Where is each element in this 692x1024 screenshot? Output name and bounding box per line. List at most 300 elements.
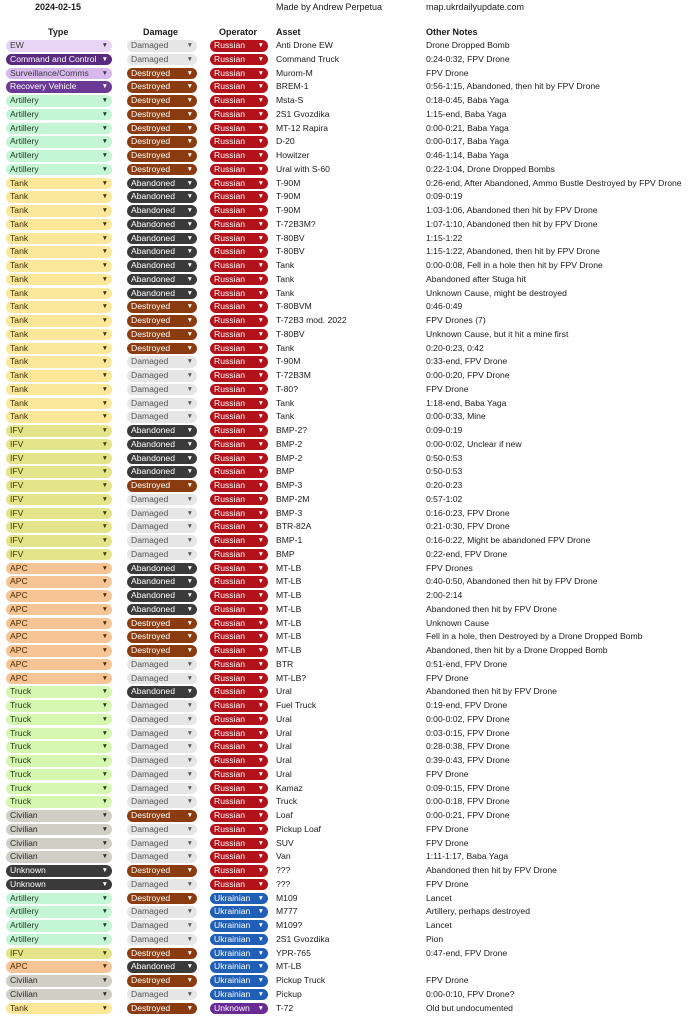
damage-dropdown[interactable]	[127, 123, 197, 135]
damage-dropdown[interactable]	[127, 948, 197, 960]
asset-cell[interactable]: D-20	[276, 136, 295, 147]
asset-cell[interactable]: BMP-2?	[276, 425, 308, 435]
type-dropdown[interactable]	[6, 1003, 112, 1015]
column-header-notes[interactable]: Other Notes	[426, 27, 478, 37]
asset-cell[interactable]: Tank	[276, 287, 295, 298]
damage-dropdown[interactable]	[127, 659, 197, 671]
notes-cell[interactable]: 0:18-0:45, Baba Yaga	[426, 95, 509, 105]
damage-dropdown[interactable]	[127, 783, 197, 795]
asset-cell[interactable]: Tank	[276, 411, 295, 422]
type-dropdown[interactable]	[6, 164, 112, 176]
notes-cell[interactable]: 0:16-0:22, Might be abandoned FPV Drone	[426, 535, 591, 545]
type-dropdown[interactable]	[6, 659, 112, 671]
type-dropdown[interactable]	[6, 178, 112, 190]
asset-cell[interactable]: ???	[276, 878, 291, 889]
operator-dropdown[interactable]	[210, 136, 268, 148]
asset-cell[interactable]: ???	[276, 865, 291, 875]
asset-cell[interactable]: MT-LB	[276, 617, 302, 628]
type-dropdown[interactable]	[6, 260, 112, 272]
damage-dropdown[interactable]	[127, 728, 197, 740]
column-header-operator[interactable]: Operator	[219, 27, 258, 37]
type-dropdown[interactable]	[6, 398, 112, 410]
damage-dropdown[interactable]	[127, 576, 197, 588]
operator-dropdown[interactable]	[210, 961, 268, 973]
operator-dropdown[interactable]	[210, 659, 268, 671]
operator-dropdown[interactable]	[210, 865, 268, 877]
damage-dropdown[interactable]	[127, 384, 197, 396]
type-dropdown[interactable]	[6, 535, 112, 547]
asset-cell[interactable]: T-80BVM	[276, 301, 312, 312]
notes-cell[interactable]: 1:18-end, Baba Yaga	[426, 397, 507, 408]
damage-dropdown[interactable]	[127, 274, 197, 286]
damage-dropdown[interactable]	[127, 686, 197, 698]
damage-dropdown[interactable]	[127, 453, 197, 465]
notes-cell[interactable]: 1:15-1:22	[426, 232, 463, 243]
type-dropdown[interactable]	[6, 136, 112, 148]
notes-cell[interactable]: 0:33-end, FPV Drone	[426, 356, 508, 367]
operator-dropdown[interactable]	[210, 824, 268, 836]
operator-dropdown[interactable]	[210, 645, 268, 657]
operator-dropdown[interactable]	[210, 123, 268, 135]
notes-cell[interactable]: Abandoned then hit by FPV Drone	[426, 603, 557, 614]
column-header-type[interactable]: Type	[48, 27, 69, 37]
damage-dropdown[interactable]	[127, 906, 197, 918]
operator-dropdown[interactable]	[210, 796, 268, 808]
damage-dropdown[interactable]	[127, 975, 197, 987]
type-dropdown[interactable]	[6, 274, 112, 286]
type-dropdown[interactable]	[6, 989, 112, 1001]
damage-dropdown[interactable]	[127, 370, 197, 382]
notes-cell[interactable]: 0:24-0:32, FPV Drone	[426, 53, 510, 64]
asset-cell[interactable]: T-90M	[276, 191, 301, 202]
damage-dropdown[interactable]	[127, 466, 197, 478]
damage-dropdown[interactable]	[127, 865, 197, 877]
notes-cell[interactable]: Abandoned after Stuga hit	[426, 273, 526, 284]
operator-dropdown[interactable]	[210, 521, 268, 533]
operator-dropdown[interactable]	[210, 879, 268, 891]
type-dropdown[interactable]	[6, 40, 112, 52]
notes-cell[interactable]: 0:26-end, After Abandoned, Ammo Bustle Destroyed by FPV Drone	[426, 177, 682, 188]
asset-cell[interactable]: T-72B3M?	[276, 218, 316, 229]
asset-cell[interactable]: MT-LB	[276, 645, 302, 655]
asset-cell[interactable]: 2S1 Gvozdika	[276, 933, 330, 944]
asset-cell[interactable]: Tank	[276, 342, 295, 353]
damage-dropdown[interactable]	[127, 934, 197, 946]
column-header-damage[interactable]: Damage	[143, 27, 179, 37]
damage-dropdown[interactable]	[127, 68, 197, 80]
type-dropdown[interactable]	[6, 851, 112, 863]
notes-cell[interactable]: 0:00-0:02, FPV Drone	[426, 713, 510, 724]
type-dropdown[interactable]	[6, 508, 112, 520]
damage-dropdown[interactable]	[127, 604, 197, 616]
notes-cell[interactable]: 0:46-0:49	[426, 301, 463, 312]
damage-dropdown[interactable]	[127, 315, 197, 327]
damage-dropdown[interactable]	[127, 961, 197, 973]
type-dropdown[interactable]	[6, 700, 112, 712]
asset-cell[interactable]: BREM-1	[276, 81, 309, 92]
operator-dropdown[interactable]	[210, 673, 268, 685]
damage-dropdown[interactable]	[127, 136, 197, 148]
asset-cell[interactable]: MT-LB	[276, 576, 302, 587]
operator-dropdown[interactable]	[210, 233, 268, 245]
type-dropdown[interactable]	[6, 219, 112, 231]
operator-dropdown[interactable]	[210, 329, 268, 341]
notes-cell[interactable]: Pion	[426, 933, 444, 944]
notes-cell[interactable]: Abandoned then hit by FPV Drone	[426, 865, 557, 875]
damage-dropdown[interactable]	[127, 851, 197, 863]
asset-cell[interactable]: Howitzer	[276, 150, 310, 160]
type-dropdown[interactable]	[6, 645, 112, 657]
type-dropdown[interactable]	[6, 439, 112, 451]
operator-dropdown[interactable]	[210, 741, 268, 753]
damage-dropdown[interactable]	[127, 618, 197, 630]
type-dropdown[interactable]	[6, 906, 112, 918]
damage-dropdown[interactable]	[127, 411, 197, 423]
type-dropdown[interactable]	[6, 95, 112, 107]
type-dropdown[interactable]	[6, 384, 112, 396]
notes-cell[interactable]: 0:22-1:04, Drone Dropped Bombs	[426, 163, 555, 174]
notes-cell[interactable]: 2:00-2:14	[426, 590, 463, 600]
type-dropdown[interactable]	[6, 370, 112, 382]
type-dropdown[interactable]	[6, 618, 112, 630]
type-dropdown[interactable]	[6, 879, 112, 891]
asset-cell[interactable]: MT-LB	[276, 631, 302, 642]
damage-dropdown[interactable]	[127, 164, 197, 176]
asset-cell[interactable]: T-72B3 mod. 2022	[276, 315, 347, 325]
type-dropdown[interactable]	[6, 425, 112, 437]
type-dropdown[interactable]	[6, 466, 112, 478]
notes-cell[interactable]: Unknown Cause, might be destroyed	[426, 287, 567, 298]
operator-dropdown[interactable]	[210, 549, 268, 561]
operator-dropdown[interactable]	[210, 769, 268, 781]
type-dropdown[interactable]	[6, 961, 112, 973]
operator-dropdown[interactable]	[210, 40, 268, 52]
type-dropdown[interactable]	[6, 590, 112, 602]
operator-dropdown[interactable]	[210, 343, 268, 355]
asset-cell[interactable]: MT-LB?	[276, 672, 307, 683]
notes-cell[interactable]: 0:09-0:19	[426, 191, 463, 202]
type-dropdown[interactable]	[6, 796, 112, 808]
type-dropdown[interactable]	[6, 549, 112, 561]
asset-cell[interactable]: Pickup Truck	[276, 975, 326, 985]
damage-dropdown[interactable]	[127, 673, 197, 685]
type-dropdown[interactable]	[6, 934, 112, 946]
asset-cell[interactable]: YPR-765	[276, 947, 311, 958]
type-dropdown[interactable]	[6, 783, 112, 795]
notes-cell[interactable]: 0:51-end, FPV Drone	[426, 658, 508, 669]
notes-cell[interactable]: Drone Dropped Bomb	[426, 40, 510, 50]
operator-dropdown[interactable]	[210, 356, 268, 368]
notes-cell[interactable]: Lancet	[426, 920, 452, 930]
type-dropdown[interactable]	[6, 329, 112, 341]
operator-dropdown[interactable]	[210, 604, 268, 616]
operator-dropdown[interactable]	[210, 150, 268, 162]
notes-cell[interactable]: 1:15-end, Baba Yaga	[426, 108, 507, 119]
notes-cell[interactable]: 0:00-0:21, Baba Yaga	[426, 122, 509, 133]
asset-cell[interactable]: T-90M	[276, 177, 301, 188]
damage-dropdown[interactable]	[127, 480, 197, 492]
damage-dropdown[interactable]	[127, 191, 197, 203]
operator-dropdown[interactable]	[210, 700, 268, 712]
notes-cell[interactable]: 0:57-1:02	[426, 493, 463, 504]
operator-dropdown[interactable]	[210, 205, 268, 217]
operator-dropdown[interactable]	[210, 631, 268, 643]
asset-cell[interactable]: 2S1 Gvozdika	[276, 108, 330, 119]
notes-cell[interactable]: 0:22-end, FPV Drone	[426, 548, 508, 559]
asset-cell[interactable]: M109	[276, 892, 298, 903]
operator-dropdown[interactable]	[210, 219, 268, 231]
asset-cell[interactable]: MT-LB	[276, 562, 302, 573]
notes-cell[interactable]: 0:47-end, FPV Drone	[426, 947, 508, 958]
notes-cell[interactable]: 0:50-0:53	[426, 452, 463, 463]
notes-cell[interactable]: 0:03-0:15, FPV Drone	[426, 727, 510, 738]
type-dropdown[interactable]	[6, 769, 112, 781]
operator-dropdown[interactable]	[210, 508, 268, 520]
operator-dropdown[interactable]	[210, 370, 268, 382]
notes-cell[interactable]: 0:00-0:18, FPV Drone	[426, 796, 510, 807]
damage-dropdown[interactable]	[127, 81, 197, 93]
operator-dropdown[interactable]	[210, 714, 268, 726]
asset-cell[interactable]: BTR-82A	[276, 521, 312, 532]
operator-dropdown[interactable]	[210, 480, 268, 492]
damage-dropdown[interactable]	[127, 494, 197, 506]
notes-cell[interactable]: FPV Drone	[426, 823, 469, 834]
type-dropdown[interactable]	[6, 191, 112, 203]
notes-cell[interactable]: 1:03-1:06, Abandoned then hit by FPV Drone	[426, 205, 598, 215]
asset-cell[interactable]: MT-LB	[276, 603, 302, 614]
damage-dropdown[interactable]	[127, 535, 197, 547]
operator-dropdown[interactable]	[210, 576, 268, 588]
asset-cell[interactable]: BMP-3	[276, 480, 303, 490]
operator-dropdown[interactable]	[210, 906, 268, 918]
notes-cell[interactable]: 0:00-0:10, FPV Drone?	[426, 988, 515, 999]
type-dropdown[interactable]	[6, 81, 112, 93]
notes-cell[interactable]: 0:16-0:23, FPV Drone	[426, 507, 510, 518]
asset-cell[interactable]: Tank	[276, 397, 295, 408]
operator-dropdown[interactable]	[210, 315, 268, 327]
damage-dropdown[interactable]	[127, 246, 197, 258]
asset-cell[interactable]: BMP-1	[276, 535, 303, 545]
asset-cell[interactable]: Pickup	[276, 988, 302, 999]
operator-dropdown[interactable]	[210, 68, 268, 80]
notes-cell[interactable]: Lancet	[426, 892, 452, 903]
damage-dropdown[interactable]	[127, 714, 197, 726]
damage-dropdown[interactable]	[127, 40, 197, 52]
type-dropdown[interactable]	[6, 838, 112, 850]
asset-cell[interactable]: M109?	[276, 920, 303, 930]
type-dropdown[interactable]	[6, 824, 112, 836]
asset-cell[interactable]: Loaf	[276, 810, 293, 820]
operator-dropdown[interactable]	[210, 494, 268, 506]
operator-dropdown[interactable]	[210, 975, 268, 987]
damage-dropdown[interactable]	[127, 838, 197, 850]
damage-dropdown[interactable]	[127, 741, 197, 753]
notes-cell[interactable]: FPV Drone	[426, 975, 469, 985]
notes-cell[interactable]: 0:46-1:14, Baba Yaga	[426, 150, 509, 160]
operator-dropdown[interactable]	[210, 246, 268, 258]
notes-cell[interactable]: 1:11-1:17, Baba Yaga	[426, 851, 509, 862]
type-dropdown[interactable]	[6, 948, 112, 960]
asset-cell[interactable]: Command Truck	[276, 53, 340, 64]
damage-dropdown[interactable]	[127, 631, 197, 643]
notes-cell[interactable]: 0:00-0:02, Unclear if new	[426, 438, 522, 449]
asset-cell[interactable]: Ural	[276, 713, 292, 724]
type-dropdown[interactable]	[6, 920, 112, 932]
asset-cell[interactable]: Murom-M	[276, 67, 313, 78]
operator-dropdown[interactable]	[210, 191, 268, 203]
operator-dropdown[interactable]	[210, 618, 268, 630]
damage-dropdown[interactable]	[127, 796, 197, 808]
damage-dropdown[interactable]	[127, 1003, 197, 1015]
operator-dropdown[interactable]	[210, 590, 268, 602]
type-dropdown[interactable]	[6, 205, 112, 217]
damage-dropdown[interactable]	[127, 824, 197, 836]
type-dropdown[interactable]	[6, 975, 112, 987]
damage-dropdown[interactable]	[127, 893, 197, 905]
damage-dropdown[interactable]	[127, 590, 197, 602]
asset-cell[interactable]: Ural with S-60	[276, 163, 330, 174]
asset-cell[interactable]: T-80BV	[276, 232, 305, 243]
operator-dropdown[interactable]	[210, 81, 268, 93]
notes-cell[interactable]: Unknown Cause	[426, 617, 490, 628]
type-dropdown[interactable]	[6, 288, 112, 300]
damage-dropdown[interactable]	[127, 219, 197, 231]
damage-dropdown[interactable]	[127, 645, 197, 657]
asset-cell[interactable]: BMP	[276, 466, 295, 477]
operator-dropdown[interactable]	[210, 948, 268, 960]
notes-cell[interactable]: 0:39-0:43, FPV Drone	[426, 755, 510, 765]
asset-cell[interactable]: T-80BV	[276, 246, 305, 257]
operator-dropdown[interactable]	[210, 851, 268, 863]
type-dropdown[interactable]	[6, 673, 112, 685]
damage-dropdown[interactable]	[127, 879, 197, 891]
damage-dropdown[interactable]	[127, 549, 197, 561]
operator-dropdown[interactable]	[210, 260, 268, 272]
damage-dropdown[interactable]	[127, 356, 197, 368]
notes-cell[interactable]: 0:56-1:15, Abandoned, then hit by FPV Drone	[426, 81, 600, 92]
operator-dropdown[interactable]	[210, 535, 268, 547]
asset-cell[interactable]: T-80?	[276, 383, 298, 394]
type-dropdown[interactable]	[6, 480, 112, 492]
asset-cell[interactable]: BMP-2M	[276, 493, 310, 504]
operator-dropdown[interactable]	[210, 439, 268, 451]
type-dropdown[interactable]	[6, 356, 112, 368]
operator-dropdown[interactable]	[210, 783, 268, 795]
type-dropdown[interactable]	[6, 150, 112, 162]
operator-dropdown[interactable]	[210, 164, 268, 176]
asset-cell[interactable]: Ural	[276, 727, 292, 738]
damage-dropdown[interactable]	[127, 755, 197, 767]
asset-cell[interactable]: Pickup Loaf	[276, 823, 321, 834]
operator-dropdown[interactable]	[210, 109, 268, 121]
type-dropdown[interactable]	[6, 576, 112, 588]
asset-cell[interactable]: Truck	[276, 796, 298, 807]
type-dropdown[interactable]	[6, 604, 112, 616]
asset-cell[interactable]: Ural	[276, 741, 292, 752]
operator-dropdown[interactable]	[210, 989, 268, 1001]
damage-dropdown[interactable]	[127, 150, 197, 162]
operator-dropdown[interactable]	[210, 686, 268, 698]
damage-dropdown[interactable]	[127, 425, 197, 437]
operator-dropdown[interactable]	[210, 288, 268, 300]
notes-cell[interactable]: 0:00-0:20, FPV Drone	[426, 370, 510, 380]
asset-cell[interactable]: Ural	[276, 686, 292, 697]
type-dropdown[interactable]	[6, 755, 112, 767]
notes-cell[interactable]: 1:07-1:10, Abandoned then hit by FPV Drone	[426, 218, 598, 229]
type-dropdown[interactable]	[6, 68, 112, 80]
notes-cell[interactable]: 0:20-0:23	[426, 480, 463, 490]
damage-dropdown[interactable]	[127, 343, 197, 355]
operator-dropdown[interactable]	[210, 411, 268, 423]
notes-cell[interactable]: Old but undocumented	[426, 1002, 513, 1013]
type-dropdown[interactable]	[6, 728, 112, 740]
notes-cell[interactable]: FPV Drone	[426, 837, 469, 848]
type-dropdown[interactable]	[6, 714, 112, 726]
damage-dropdown[interactable]	[127, 989, 197, 1001]
notes-cell[interactable]: 0:09-0:15, FPV Drone	[426, 782, 510, 793]
column-header-asset[interactable]: Asset	[276, 27, 301, 37]
notes-cell[interactable]: Abandoned, then hit by a Drone Dropped Bomb	[426, 645, 608, 655]
damage-dropdown[interactable]	[127, 205, 197, 217]
operator-dropdown[interactable]	[210, 563, 268, 575]
asset-cell[interactable]: Anti Drone EW	[276, 40, 333, 50]
operator-dropdown[interactable]	[210, 425, 268, 437]
operator-dropdown[interactable]	[210, 466, 268, 478]
notes-cell[interactable]: FPV Drone	[426, 672, 469, 683]
asset-cell[interactable]: BMP-3	[276, 507, 303, 518]
type-dropdown[interactable]	[6, 109, 112, 121]
asset-cell[interactable]: Kamaz	[276, 782, 303, 793]
type-dropdown[interactable]	[6, 411, 112, 423]
asset-cell[interactable]: BMP-2	[276, 438, 303, 449]
notes-cell[interactable]: FPV Drones (7)	[426, 315, 486, 325]
operator-dropdown[interactable]	[210, 728, 268, 740]
asset-cell[interactable]: MT-LB	[276, 590, 302, 600]
operator-dropdown[interactable]	[210, 178, 268, 190]
operator-dropdown[interactable]	[210, 301, 268, 313]
asset-cell[interactable]: T-72	[276, 1002, 294, 1013]
operator-dropdown[interactable]	[210, 893, 268, 905]
type-dropdown[interactable]	[6, 123, 112, 135]
damage-dropdown[interactable]	[127, 329, 197, 341]
notes-cell[interactable]: Unknown Cause, but it hit a mine first	[426, 328, 569, 339]
notes-cell[interactable]: Abandoned then hit by FPV Drone	[426, 686, 557, 697]
operator-dropdown[interactable]	[210, 54, 268, 66]
type-dropdown[interactable]	[6, 343, 112, 355]
type-dropdown[interactable]	[6, 54, 112, 66]
damage-dropdown[interactable]	[127, 233, 197, 245]
asset-cell[interactable]: Tank	[276, 273, 295, 284]
notes-cell[interactable]: FPV Drone	[426, 67, 469, 78]
operator-dropdown[interactable]	[210, 398, 268, 410]
operator-dropdown[interactable]	[210, 453, 268, 465]
damage-dropdown[interactable]	[127, 700, 197, 712]
type-dropdown[interactable]	[6, 741, 112, 753]
damage-dropdown[interactable]	[127, 508, 197, 520]
asset-cell[interactable]: BMP	[276, 548, 295, 559]
damage-dropdown[interactable]	[127, 769, 197, 781]
notes-cell[interactable]: 0:50-0:53	[426, 466, 463, 477]
asset-cell[interactable]: MT-12 Rapira	[276, 122, 329, 133]
asset-cell[interactable]: SUV	[276, 837, 294, 848]
type-dropdown[interactable]	[6, 521, 112, 533]
damage-dropdown[interactable]	[127, 398, 197, 410]
operator-dropdown[interactable]	[210, 934, 268, 946]
asset-cell[interactable]: Ural	[276, 768, 292, 779]
notes-cell[interactable]: 0:28-0:38, FPV Drone	[426, 741, 510, 752]
notes-cell[interactable]: 1:15-1:22, Abandoned, then hit by FPV Drone	[426, 246, 600, 257]
type-dropdown[interactable]	[6, 865, 112, 877]
